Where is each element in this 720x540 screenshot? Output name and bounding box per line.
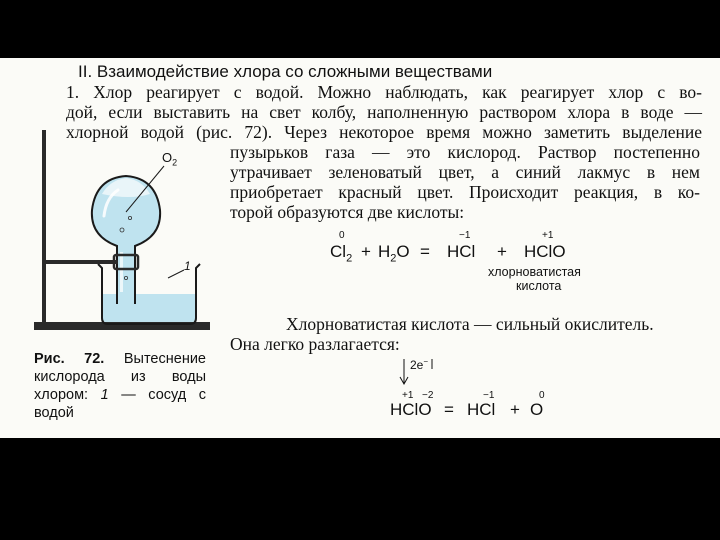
paragraph-line: дой, если выставить на свет колбу, наполненную раствором хлора в воде — xyxy=(66,102,702,122)
oxidation-state: +1 xyxy=(542,230,554,241)
formula-hclo: HClO xyxy=(390,400,432,419)
paragraph-line: Она легко разлагается: xyxy=(230,334,400,354)
product-label: кислота xyxy=(516,279,562,293)
o2-label: $O_2$ xyxy=(162,150,178,168)
section-heading: II. Взаимодействие хлора со сложными веществами xyxy=(78,62,493,81)
caption-line: хлором: 1 — сосуд с xyxy=(34,387,207,403)
oxidation-state: +1 xyxy=(402,390,414,401)
caption-line: Рис. 72. Вытеснение xyxy=(34,351,206,367)
black-bottom-band xyxy=(0,438,720,540)
paragraph-line: пузырьков газа — это кислород. Раствор постепенно xyxy=(230,142,700,162)
formula-cl2: $Cl_2$ xyxy=(330,242,353,265)
paragraph-line: утрачивает зеленоватый цвет, а синий лакмус в нем xyxy=(230,162,700,182)
paragraph-line: хлорной водой (рис. 72). Через некоторое время можно заметить выделение xyxy=(66,122,702,142)
textbook-page xyxy=(0,58,720,438)
stand-clamp xyxy=(46,260,118,264)
plus-sign: + xyxy=(361,242,371,261)
paragraph-line: 1. Хлор реагирует с водой. Можно наблюдать, как реагирует хлор с во- xyxy=(66,82,702,102)
caption-line: кислорода из воды xyxy=(34,369,206,385)
formula-hclo: HClO xyxy=(524,242,566,261)
paragraph-line: приобретает красный цвет. Происходит реакция, в ко- xyxy=(230,182,700,202)
oxidation-state: −2 xyxy=(422,390,434,401)
equals-sign: = xyxy=(444,400,454,419)
paragraph-line: торой образуются две кислоты: xyxy=(230,202,465,222)
formula-h2o: $H_2O$ xyxy=(378,242,410,265)
product-label: хлорноватистая xyxy=(488,265,581,279)
formula-hcl: HCl xyxy=(467,400,496,419)
equals-sign: = xyxy=(420,242,430,261)
caption-line: водой xyxy=(34,405,74,421)
paragraph-line: Хлорноватистая кислота — сильный окислитель. xyxy=(286,314,654,334)
formula-o: O xyxy=(530,400,544,419)
oxidation-state: 0 xyxy=(339,230,345,241)
experiment-figure xyxy=(30,128,220,345)
stand-rod xyxy=(42,130,46,324)
oxidation-state: 0 xyxy=(539,390,545,401)
electron-count: 2e− xyxy=(410,357,429,372)
vessel-leader-line xyxy=(168,270,184,278)
oxidation-state: −1 xyxy=(483,390,495,401)
vessel-label: 1 xyxy=(184,259,191,273)
flask-apparatus-illustration xyxy=(30,128,220,340)
formula-hcl: HCl xyxy=(447,242,476,261)
plus-sign: + xyxy=(497,242,507,261)
plus-sign: + xyxy=(510,400,520,419)
oxidation-state: −1 xyxy=(459,230,471,241)
